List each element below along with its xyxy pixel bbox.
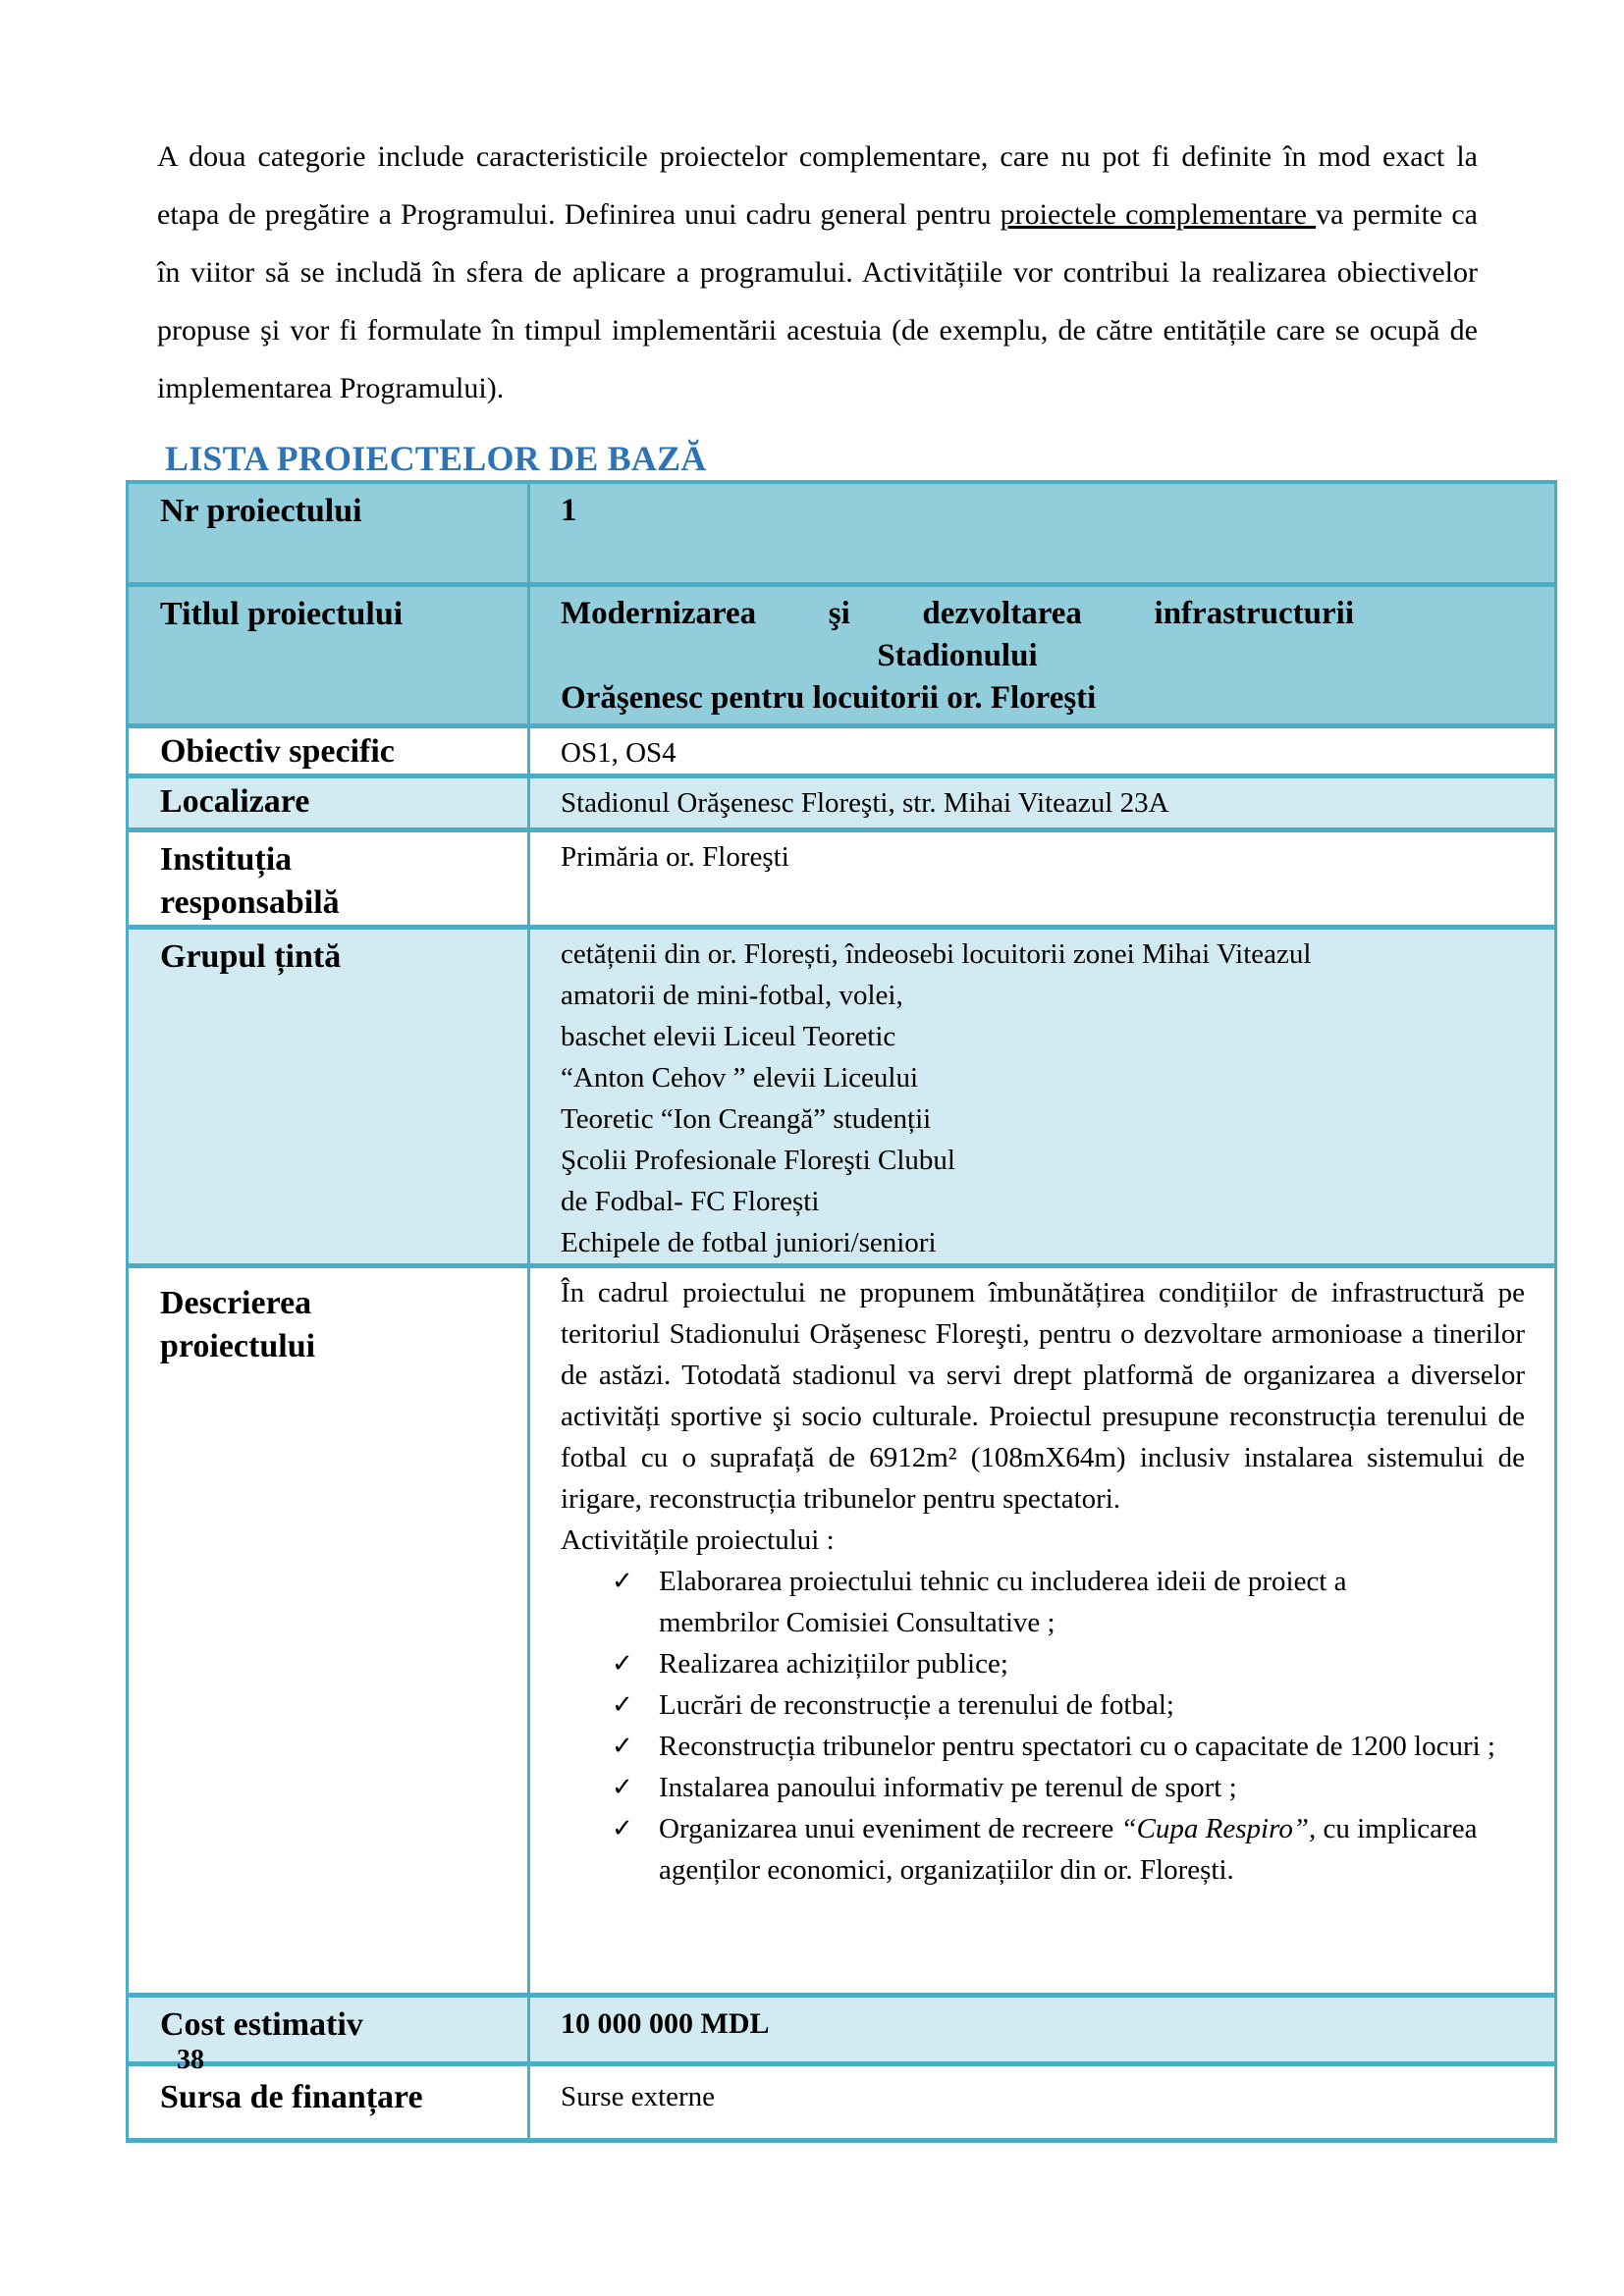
title-line-2: Stadionului xyxy=(877,637,1038,673)
activity-text: Realizarea achizițiilor publice; xyxy=(659,1647,1008,1680)
title-word: Modernizarea xyxy=(561,595,757,631)
check-icon: ✓ xyxy=(612,1648,633,1679)
grupul-line: “Anton Cehov ” elevii Liceului xyxy=(561,1061,919,1094)
row-institutia xyxy=(128,829,1556,927)
activity-item xyxy=(612,1726,1525,1767)
label-obiectiv: Obiectiv specific xyxy=(128,725,529,775)
activities-list xyxy=(561,1561,1525,1891)
label-titlu: Titlul proiectului xyxy=(128,584,529,725)
value-sursa: Surse externe xyxy=(529,2063,1556,2140)
check-icon: ✓ xyxy=(612,1813,633,1843)
activity-text: Organizarea unui eveniment de recreere xyxy=(659,1812,1121,1844)
row-sursa xyxy=(128,2063,1556,2140)
value-nr-proiect: 1 xyxy=(529,482,1556,584)
activity-text: cu implicarea agenților economici, organizațiilor din or. Florești. xyxy=(659,1812,1478,1886)
row-nr-proiect xyxy=(128,482,1556,584)
label-descriere-line2: proiectului xyxy=(160,1327,316,1364)
activity-text: Elaborarea proiectului tehnic cu includerea ideii de proiect a membrilor Comisiei Consultative ; xyxy=(659,1565,1347,1638)
intro-text-2: va permite ca în viitor să se includă în sfera de aplicare a programului. Activitățiile vor contribui la realizarea obiectivelor propuse şi vor fi formulate în timpul implementării acestuia (de exemplu, de către entitățile care se ocupă de implementarea Programului). xyxy=(157,198,1479,404)
activity-text: Instalarea panoului informativ pe terenul de sport ; xyxy=(659,1771,1237,1803)
value-titlu xyxy=(529,584,1556,725)
title-line-1 xyxy=(561,591,1354,636)
activity-item xyxy=(612,1561,1525,1643)
row-grupul-tinta xyxy=(128,927,1556,1265)
grupul-line: de Fodbal- FC Florești xyxy=(561,1185,820,1217)
activity-event-name: “Cupa Respiro”, xyxy=(1120,1812,1317,1844)
activity-text: Reconstrucția tribunelor pentru spectatori cu o capacitate de 1200 locuri ; xyxy=(659,1730,1495,1762)
activity-item xyxy=(612,1767,1525,1808)
row-cost xyxy=(128,1995,1556,2063)
title-word: dezvoltarea xyxy=(922,595,1082,631)
title-word: şi xyxy=(828,595,850,631)
row-descriere xyxy=(128,1265,1556,1995)
grupul-line: Teoretic “Ion Creangă” studenții xyxy=(561,1102,932,1135)
grupul-line: amatorii de mini-fotbal, volei, xyxy=(561,979,903,1011)
grupul-line: Echipele de fotbal juniori/seniori xyxy=(561,1226,937,1258)
label-descriere xyxy=(128,1265,529,1995)
label-institutia xyxy=(128,829,529,927)
value-localizare: Stadionul Orăşenesc Floreşti, str. Mihai Viteazul 23A xyxy=(529,775,1556,829)
label-cost: Cost estimativ xyxy=(128,1995,529,2063)
page-number: 38 xyxy=(177,2045,204,2075)
activity-text: Lucrări de reconstrucție a terenului de fotbal; xyxy=(659,1688,1174,1721)
grupul-line: cetățenii din or. Florești, îndeosebi locuitorii zonei Mihai Viteazul xyxy=(561,937,1312,970)
row-obiectiv xyxy=(128,725,1556,775)
row-titlu xyxy=(128,584,1556,725)
intro-paragraph xyxy=(157,128,1478,417)
value-grupul-tinta xyxy=(529,927,1556,1265)
activity-item xyxy=(612,1808,1525,1891)
grupul-line: baschet elevii Liceul Teoretic xyxy=(561,1020,896,1052)
label-localizare: Localizare xyxy=(128,775,529,829)
descriere-paragraph: În cadrul proiectului ne propunem îmbunătățirea condițiilor de infrastructură pe teritoriul Stadionului Orăşenesc Floreşti, pentru o dezvoltare armonioase a tinerilor de astăzi. Totodată stadionul va servi drept platformă de organizarea a diverselor activități sportive şi socio culturale. Proiectul presupune reconstrucția terenului de fotbal cu o suprafață de 6912m² (108mX64m) inclusiv instalarea sistemului de irigare, reconstrucția tribunelor pentru spectatori. xyxy=(561,1276,1525,1515)
intro-text-1: A doua categorie include caracteristicile proiectelor complementare, care nu pot fi definite în mod exact la etapa de pregătire a Programului. Definirea unui cadru general pentru xyxy=(157,140,1478,231)
value-cost: 10 000 000 MDL xyxy=(529,1995,1556,2063)
label-grupul-tinta: Grupul țintă xyxy=(128,927,529,1265)
check-icon: ✓ xyxy=(612,1772,633,1802)
check-icon: ✓ xyxy=(612,1566,633,1596)
intro-link-complementare[interactable]: proiectele complementare xyxy=(1000,198,1317,231)
value-descriere xyxy=(529,1265,1556,1995)
value-institutia: Primăria or. Floreşti xyxy=(529,829,1556,927)
label-sursa: Sursa de finanțare xyxy=(128,2063,529,2140)
grupul-line: Şcolii Profesionale Floreşti Clubul xyxy=(561,1144,955,1176)
section-heading: LISTA PROIECTELOR DE BAZĂ xyxy=(165,439,707,478)
project-table xyxy=(126,480,1557,2143)
label-nr-proiect: Nr proiectului xyxy=(128,482,529,584)
activity-item xyxy=(612,1684,1525,1726)
activities-title: Activitățile proiectului : xyxy=(561,1523,835,1556)
label-descriere-line1: Descrierea xyxy=(160,1284,312,1321)
title-line-3: Orăşenesc pentru locuitorii or. Floreşti xyxy=(561,679,1097,716)
check-icon: ✓ xyxy=(612,1731,633,1761)
value-obiectiv: OS1, OS4 xyxy=(529,725,1556,775)
row-localizare xyxy=(128,775,1556,829)
check-icon: ✓ xyxy=(612,1689,633,1720)
label-institutia-line1: Instituția xyxy=(160,840,293,878)
title-word: infrastructurii xyxy=(1154,595,1354,631)
label-institutia-line2: responsabilă xyxy=(160,883,340,921)
activity-item xyxy=(612,1643,1525,1684)
